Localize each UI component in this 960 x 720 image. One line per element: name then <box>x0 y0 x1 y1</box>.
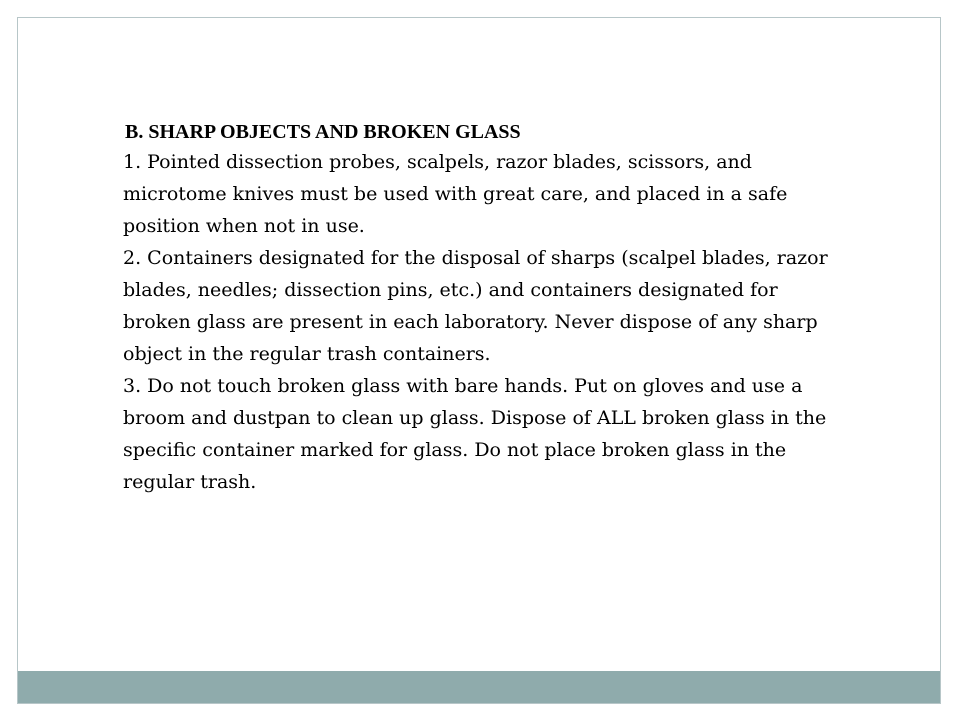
rule-paragraph-1: 1. Pointed dissection probes, scalpels, razor blades, scissors, and microtome knives must be used with great care, and placed in a safe position when not in use. <box>123 151 788 237</box>
footer-bar <box>18 671 940 703</box>
section-heading: B. SHARP OBJECTS AND BROKEN GLASS <box>125 121 521 143</box>
slide <box>17 17 941 704</box>
rule-paragraph-3: 3. Do not touch broken glass with bare hands. Put on gloves and use a broom and dustpan to clean up glass. Dispose of ALL broken glass in the specific container marked for glass. Do not place broken glass in the regular trash. <box>123 375 827 493</box>
slide-content <box>123 118 843 498</box>
rule-paragraph-2: 2. Containers designated for the disposal of sharps (scalpel blades, razor blades, needles; dissection pins, etc.) and containers designated for broken glass are present in each laboratory. Never dispose of any sharp object in the regular trash containers. <box>123 247 828 365</box>
